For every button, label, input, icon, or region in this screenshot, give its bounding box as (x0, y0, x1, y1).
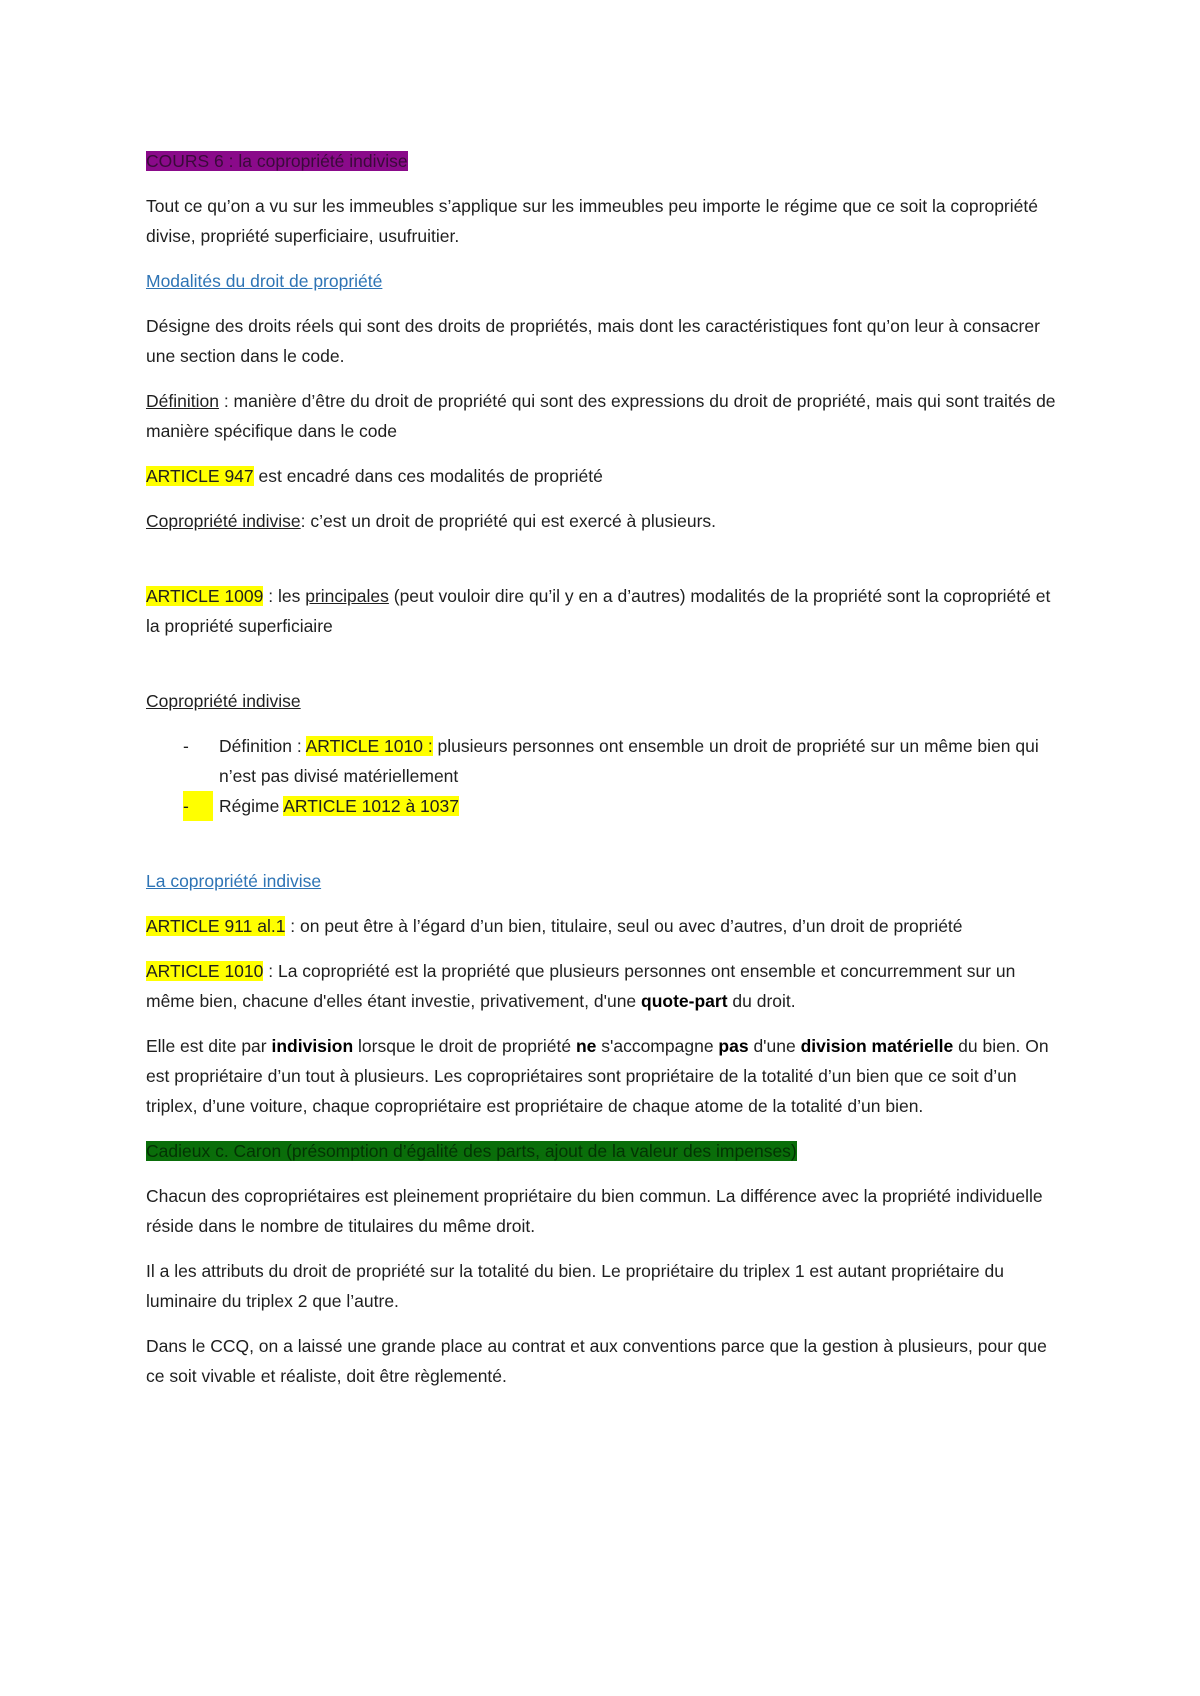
article-911-paragraph (146, 911, 1066, 941)
article-1010-paragraph (146, 956, 1066, 1016)
article-1009-paragraph (146, 581, 1066, 641)
attributs-paragraph: Il a les attributs du droit de propriété sur la totalité du bien. Le propriétaire du triplex 1 est autant propriétaire du luminaire du triplex 2 que l’autre. (146, 1261, 1004, 1311)
ccq-paragraph: Dans le CCQ, on a laissé une grande place au contrat et aux conventions parce que la gestion à plusieurs, pour que ce soit vivable et réaliste, doit être règlementé. (146, 1336, 1047, 1386)
course-title: COURS 6 : la copropriété indivise (146, 151, 408, 171)
cadieux-case: Cadieux c. Caron (présomption d’égalité des parts, ajout de la valeur des impenses) (146, 1141, 797, 1161)
copropriete-heading-paragraph (146, 686, 1066, 716)
list-item (146, 731, 1066, 791)
list-item-prefix: Régime (219, 796, 284, 816)
chacun-paragraph: Chacun des copropriétaires est pleinement propriétaire du bien commun. La différence avec la propriété individuelle réside dans le nombre de titulaires du même droit. (146, 1186, 1043, 1236)
intro-paragraph: Tout ce qu’on a vu sur les immeubles s’applique sur les immeubles peu importe le régime que ce soit la copropriété divise, propriété superficiaire, usufruitier. (146, 196, 1038, 246)
heading-la-copro-link[interactable]: La copropriété indivise (146, 871, 322, 891)
document-page (146, 146, 1066, 1406)
definition-paragraph (146, 386, 1066, 446)
list-item (146, 791, 1066, 821)
title-paragraph (146, 146, 1066, 176)
article-1010-end: du droit. (727, 991, 796, 1011)
indivision-word: indivision (271, 1036, 354, 1056)
copropriete-list (146, 731, 1066, 821)
text-fragment: lorsque le droit de propriété (353, 1036, 576, 1056)
list-item-text: plusieurs personnes ont ensemble un droit de propriété sur un même bien qui n’est pas divisé matériellement (219, 736, 1039, 786)
designation-paragraph: Désigne des droits réels qui sont des droits de propriétés, mais dont les caractéristiques font qu’on leur à consacrer une section dans le code. (146, 316, 1040, 366)
text-fragment: s'accompagne (596, 1036, 719, 1056)
ne-word: ne (575, 1036, 597, 1056)
article-1010-label: ARTICLE 1010 (146, 961, 264, 981)
heading-modalites-paragraph (146, 266, 1066, 296)
article-1009-text-a: : les (263, 586, 306, 606)
quote-part-word: quote-part (641, 991, 728, 1011)
text-fragment: Elle est dite par (146, 1036, 272, 1056)
article-947-text: est encadré dans ces modalités de propriété (253, 466, 603, 486)
copropriete-definition-paragraph (146, 506, 1066, 536)
pas-word: pas (718, 1036, 749, 1056)
article-1010-text: : La copropriété est la propriété que plusieurs personnes ont ensemble et concurremment sur un même bien, chacune d'elles étant investie, privativement, d'une (146, 961, 1016, 1011)
list-item-prefix: Définition : (219, 736, 306, 756)
definition-label: Définition (146, 391, 219, 411)
copropriete-label: Copropriété indivise (146, 511, 301, 531)
text-fragment: du bien. On est propriétaire d’un tout à plusieurs. Les copropriétaires sont propriétaire de la totalité d’un bien que ce soit d’un triplex, d’une voiture, chaque copropriétaire est propriétaire de chaque atome de la totalité d’un bien. (146, 1036, 1049, 1116)
cadieux-paragraph (146, 1136, 1066, 1166)
article-947-paragraph (146, 461, 1066, 491)
article-1009-label: ARTICLE 1009 (146, 586, 264, 606)
article-1010-inline: ARTICLE 1010 : (305, 736, 433, 756)
definition-text: : manière d’être du droit de propriété qui sont des expressions du droit de propriété, mais qui sont traités de manière spécifique dans le code (146, 391, 1056, 441)
division-materielle-word: division matérielle (800, 1036, 954, 1056)
dash-bullet: - (183, 791, 213, 821)
spacer (146, 836, 1066, 866)
article-911-label: ARTICLE 911 al.1 (146, 916, 286, 936)
article-1009-text-b: (peut vouloir dire qu’il y en a d’autres) modalités de la propriété sont la copropriété et la propriété superficiaire (146, 586, 1051, 636)
spacer (146, 656, 1066, 686)
dash-bullet: - (183, 736, 189, 756)
indivision-paragraph (146, 1031, 1066, 1121)
heading-la-copro-paragraph (146, 866, 1066, 896)
copropriete-text: : c’est un droit de propriété qui est exercé à plusieurs. (300, 511, 717, 531)
principales-word: principales (305, 586, 389, 606)
copropriete-heading: Copropriété indivise (146, 691, 301, 711)
article-947-label: ARTICLE 947 (146, 466, 254, 486)
text-fragment: d'une (748, 1036, 801, 1056)
article-911-text: : on peut être à l’égard d’un bien, titulaire, seul ou avec d’autres, d’un droit de propriété (285, 916, 963, 936)
spacer (146, 551, 1066, 581)
heading-modalites-link[interactable]: Modalités du droit de propriété (146, 271, 383, 291)
article-1012-inline: ARTICLE 1012 à 1037 (283, 796, 459, 816)
